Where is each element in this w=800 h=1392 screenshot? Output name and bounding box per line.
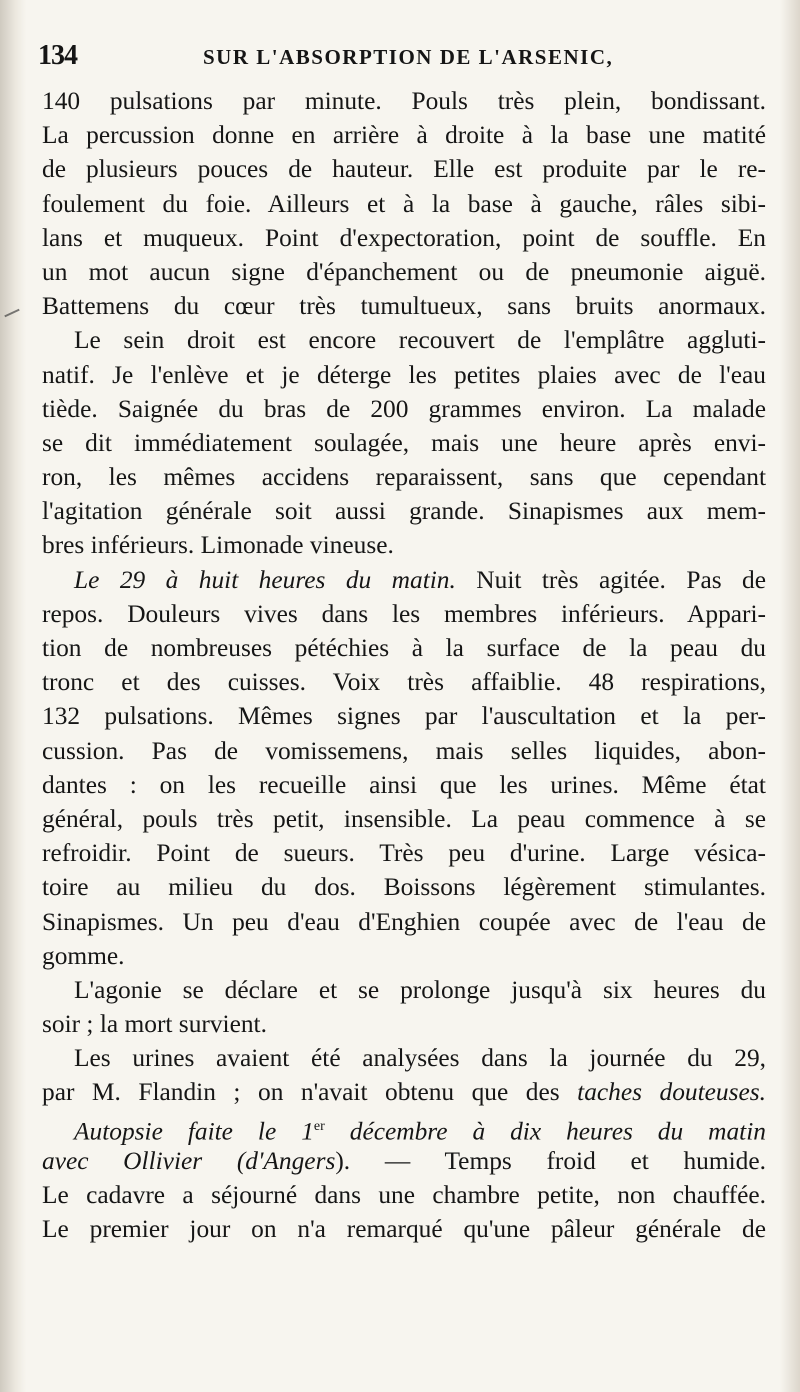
autopsie-b: décembre à dix heures du matin (349, 1117, 766, 1146)
date-heading-rest: Nuit très agitée. Pas de (476, 565, 766, 594)
text-line: de plusieurs pouces de hauteur. Elle est produite par le re- (42, 155, 766, 184)
text-line: foulement du foie. Ailleurs et à la base à gauche, râles sibi- (42, 189, 766, 218)
text-line-flandin (42, 1075, 766, 1109)
page-edge (780, 0, 800, 1392)
text-line: général, pouls très petit, insensible. La peau commence à se (42, 804, 766, 833)
text-line: 132 pulsations. Mêmes signes par l'auscultation et la per- (42, 702, 766, 731)
text-line: Le cadavre a séjourné dans une chambre petite, non chauffée. (42, 1181, 766, 1209)
text-line: Battemens du cœur très tumultueux, sans bruits anormaux. (42, 292, 766, 321)
page-number: 134 (38, 40, 77, 71)
text-line: tiède. Saignée du bras de 200 grammes environ. La malade (42, 394, 766, 423)
text-line: repos. Douleurs vives dans les membres inférieurs. Appari- (42, 599, 766, 628)
text-line-ollivier (42, 1144, 766, 1178)
running-title: SUR L'ABSORPTION DE L'ARSENIC, (203, 45, 614, 69)
angers: d'Angers (245, 1146, 336, 1175)
text-line: ron, les mêmes accidens reparaissent, sans que cependant (42, 463, 766, 492)
binding-shadow (0, 0, 26, 1392)
taches-douteuses: taches douteuses. (577, 1078, 766, 1107)
text-line: natif. Je l'enlève et je déterge les petites plaies avec de l'eau (42, 360, 766, 389)
paren-close: ). (335, 1146, 351, 1175)
text-line: La percussion donne en arrière à droite à la base une matité (42, 121, 766, 150)
avec-ollivier: avec Ollivier ( (42, 1146, 246, 1175)
text-line: refroidir. Point de sueurs. Très peu d'urine. Large vésica- (42, 839, 766, 868)
text-line: Les urines avaient été analysées dans la journée du 29, (74, 1044, 766, 1073)
text-line: soir ; la mort survient. (42, 1010, 267, 1039)
autopsie-sup: er (313, 1118, 325, 1134)
text-line: lans et muqueux. Point d'expectoration, point de souffle. En (42, 223, 766, 252)
text-line: gomme. (42, 941, 125, 970)
text-line: L'agonie se déclare et se prolonge jusqu'à six heures du (74, 975, 766, 1004)
temps-froid: — Temps froid et humide. (384, 1146, 766, 1175)
flandin-text: par M. Flandin ; on n'avait obtenu que des (42, 1078, 560, 1107)
text-line: un mot aucun signe d'épanchement ou de pneumonie aiguë. (42, 257, 766, 286)
text-line: toire au milieu du dos. Boissons légèrement stimulantes. (42, 873, 766, 902)
text-line-date (42, 563, 766, 597)
text-line: bres inférieurs. Limonade vineuse. (42, 531, 394, 560)
text-line: Le sein droit est encore recouvert de l'emplâtre aggluti- (74, 326, 766, 355)
text-line: Sinapismes. Un peu d'eau d'Enghien coupée avec de l'eau de (42, 907, 766, 936)
text-line: tion de nombreuses pétéchies à la surface de la peau du (42, 634, 766, 662)
date-heading: Le 29 à huit heures du matin. (74, 565, 456, 594)
text-line: Le premier jour on n'a remarqué qu'une pâleur générale de (42, 1215, 766, 1244)
body-text (42, 84, 766, 1246)
text-line: l'agitation générale soit aussi grande. Sinapismes aux mem- (42, 497, 766, 526)
autopsie-heading (42, 1110, 766, 1144)
text-line: se dit immédiatement soulagée, mais une heure après envi- (42, 428, 766, 457)
text-line: 140 pulsations par minute. Pouls très plein, bondissant. (42, 87, 766, 115)
autopsie-a: Autopsie faite le 1 (74, 1117, 314, 1146)
text-line: dantes : on les recueille ainsi que les urines. Même état (42, 770, 766, 799)
text-line: tronc et des cuisses. Voix très affaiblie. 48 respirations, (42, 668, 766, 697)
page-header (38, 40, 773, 76)
text-line: cussion. Pas de vomissemens, mais selles liquides, abon- (42, 736, 766, 765)
